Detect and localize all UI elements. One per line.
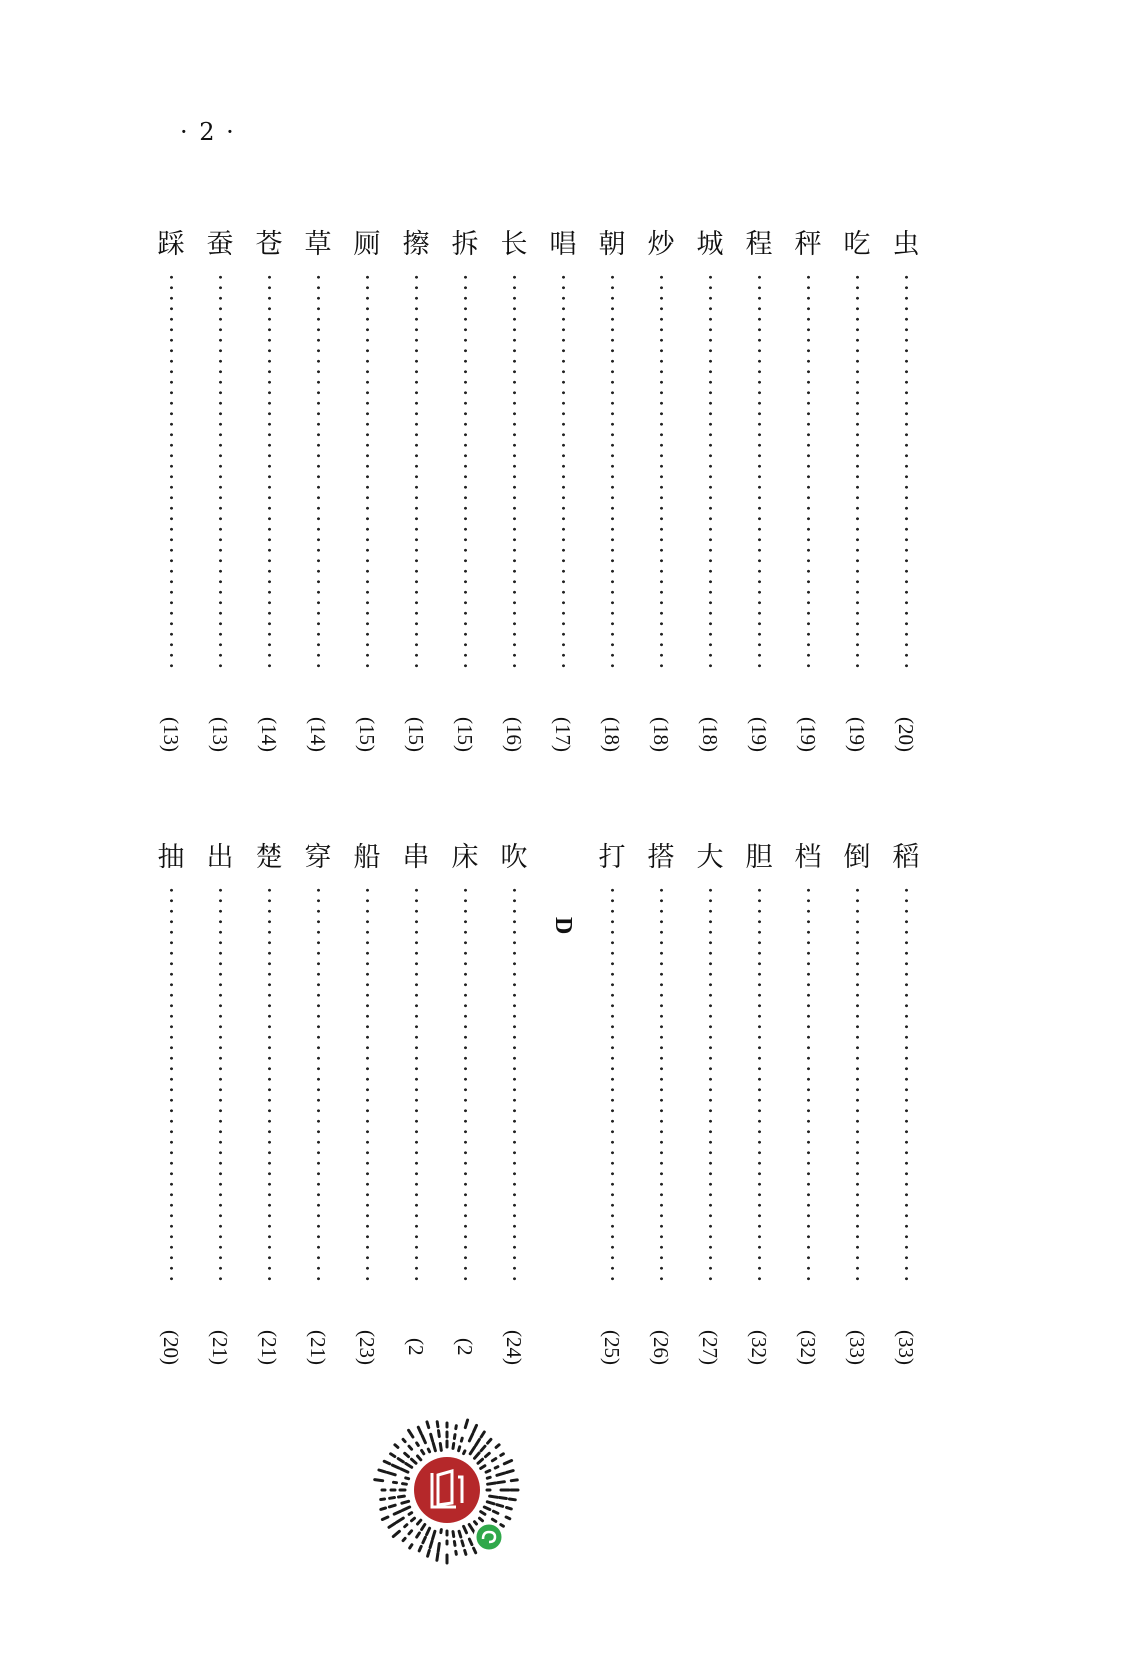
entry-page-number: (33) [894, 1329, 918, 1365]
entry-character: 大 [696, 842, 724, 873]
index-entry [249, 230, 289, 790]
index-entry [494, 843, 534, 1403]
entry-page-number: (27) [698, 1329, 722, 1365]
leader-dots [856, 272, 859, 672]
index-entry [494, 230, 534, 790]
entry-character: 擦 [402, 229, 430, 260]
index-entry [396, 843, 436, 1403]
leader-dots [170, 885, 173, 1285]
leader-dots [807, 885, 810, 1285]
leader-dots [464, 885, 467, 1285]
index-entry [396, 230, 436, 790]
index-entry [690, 230, 730, 790]
index-entry [200, 230, 240, 790]
entry-character: 倒 [843, 842, 871, 873]
entry-page-number: (21) [257, 1329, 281, 1365]
entry-page-number: (32) [796, 1329, 820, 1365]
leader-dots [170, 272, 173, 672]
entry-character: 厕 [353, 229, 381, 260]
leader-dots [513, 272, 516, 672]
entry-character: 床 [451, 842, 479, 873]
entry-page-number: (18) [698, 716, 722, 752]
index-entry [788, 230, 828, 790]
leader-dots [709, 885, 712, 1285]
entry-character: 串 [402, 842, 430, 873]
entry-page-number: (19) [747, 716, 771, 752]
index-entry [592, 843, 632, 1403]
entry-page-number: (18) [649, 716, 673, 752]
index-entry [347, 230, 387, 790]
index-entry [249, 843, 289, 1403]
leader-dots [268, 272, 271, 672]
leader-dots [415, 885, 418, 1285]
entry-character: 穿 [304, 842, 332, 873]
entry-character: 拆 [451, 229, 479, 260]
entry-page-number: (20) [894, 716, 918, 752]
index-entry [788, 843, 828, 1403]
entry-character: 出 [206, 842, 234, 873]
entry-page-number: (15) [404, 716, 428, 752]
index-entry [739, 230, 779, 790]
entry-character: 档 [794, 842, 822, 873]
index-entry [837, 230, 877, 790]
entry-character: 打 [598, 842, 626, 873]
entry-character: 船 [353, 842, 381, 873]
index-entry [543, 230, 583, 790]
index-entry [592, 230, 632, 790]
entry-page-number: (14) [306, 716, 330, 752]
index-entry [445, 230, 485, 790]
entry-page-number: (21) [306, 1329, 330, 1365]
index-entry [151, 843, 191, 1403]
leader-dots [660, 272, 663, 672]
entry-character: 稻 [892, 842, 920, 873]
entry-character: 抽 [157, 842, 185, 873]
entry-character: 蚕 [206, 229, 234, 260]
entry-character: 吃 [843, 229, 871, 260]
leader-dots [219, 885, 222, 1285]
index-entry [298, 230, 338, 790]
index-entry [641, 843, 681, 1403]
entry-page-number: (18) [600, 716, 624, 752]
leader-dots [513, 885, 516, 1285]
entry-character: 楚 [255, 842, 283, 873]
entry-character: 城 [696, 229, 724, 260]
index-entry [837, 843, 877, 1403]
entry-page-number: (17) [551, 716, 575, 752]
leader-dots [219, 272, 222, 672]
entry-page-number: (21) [208, 1329, 232, 1365]
leader-dots [464, 272, 467, 672]
entry-page-number: (23) [355, 1329, 379, 1365]
mini-program-code-icon[interactable] [372, 1415, 522, 1565]
entry-character: 朝 [598, 229, 626, 260]
leader-dots [905, 272, 908, 672]
index-entry [690, 843, 730, 1403]
entry-character: 秤 [794, 229, 822, 260]
entry-page-number: (19) [796, 716, 820, 752]
leader-dots [611, 272, 614, 672]
entry-page-number: (2 [453, 1338, 477, 1356]
entry-page-number: (13) [159, 716, 183, 752]
entry-page-number: (15) [355, 716, 379, 752]
index-entry [886, 843, 926, 1403]
entry-character: 苍 [255, 229, 283, 260]
leader-dots [317, 272, 320, 672]
entry-character: 长 [500, 229, 528, 260]
leader-dots [317, 885, 320, 1285]
entry-page-number: (32) [747, 1329, 771, 1365]
page-number: · 2 · [180, 118, 236, 146]
entry-page-number: (2 [404, 1338, 428, 1356]
leader-dots [366, 885, 369, 1285]
section-letter-heading: D [550, 917, 576, 935]
index-entry [200, 843, 240, 1403]
leader-dots [807, 272, 810, 672]
leader-dots [758, 885, 761, 1285]
entry-page-number: (16) [502, 716, 526, 752]
entry-character: 虫 [892, 229, 920, 260]
index-entry [151, 230, 191, 790]
leader-dots [660, 885, 663, 1285]
entry-character: 胆 [745, 842, 773, 873]
entry-character: 踩 [157, 229, 185, 260]
entry-character: 吹 [500, 842, 528, 873]
entry-page-number: (20) [159, 1329, 183, 1365]
index-entry [739, 843, 779, 1403]
entry-page-number: (24) [502, 1329, 526, 1365]
leader-dots [366, 272, 369, 672]
index-entry [445, 843, 485, 1403]
entry-page-number: (13) [208, 716, 232, 752]
leader-dots [268, 885, 271, 1285]
index-entry [641, 230, 681, 790]
entry-page-number: (25) [600, 1329, 624, 1365]
leader-dots [415, 272, 418, 672]
entry-page-number: (19) [845, 716, 869, 752]
index-entry [347, 843, 387, 1403]
entry-page-number: (33) [845, 1329, 869, 1365]
leader-dots [905, 885, 908, 1285]
entry-page-number: (26) [649, 1329, 673, 1365]
leader-dots [562, 272, 565, 672]
index-entry [298, 843, 338, 1403]
entry-character: 程 [745, 229, 773, 260]
entry-character: 搭 [647, 842, 675, 873]
entry-page-number: (15) [453, 716, 477, 752]
leader-dots [856, 885, 859, 1285]
index-entry [886, 230, 926, 790]
entry-character: 草 [304, 229, 332, 260]
entry-character: 唱 [549, 229, 577, 260]
entry-character: 炒 [647, 229, 675, 260]
leader-dots [709, 272, 712, 672]
entry-page-number: (14) [257, 716, 281, 752]
leader-dots [611, 885, 614, 1285]
leader-dots [758, 272, 761, 672]
